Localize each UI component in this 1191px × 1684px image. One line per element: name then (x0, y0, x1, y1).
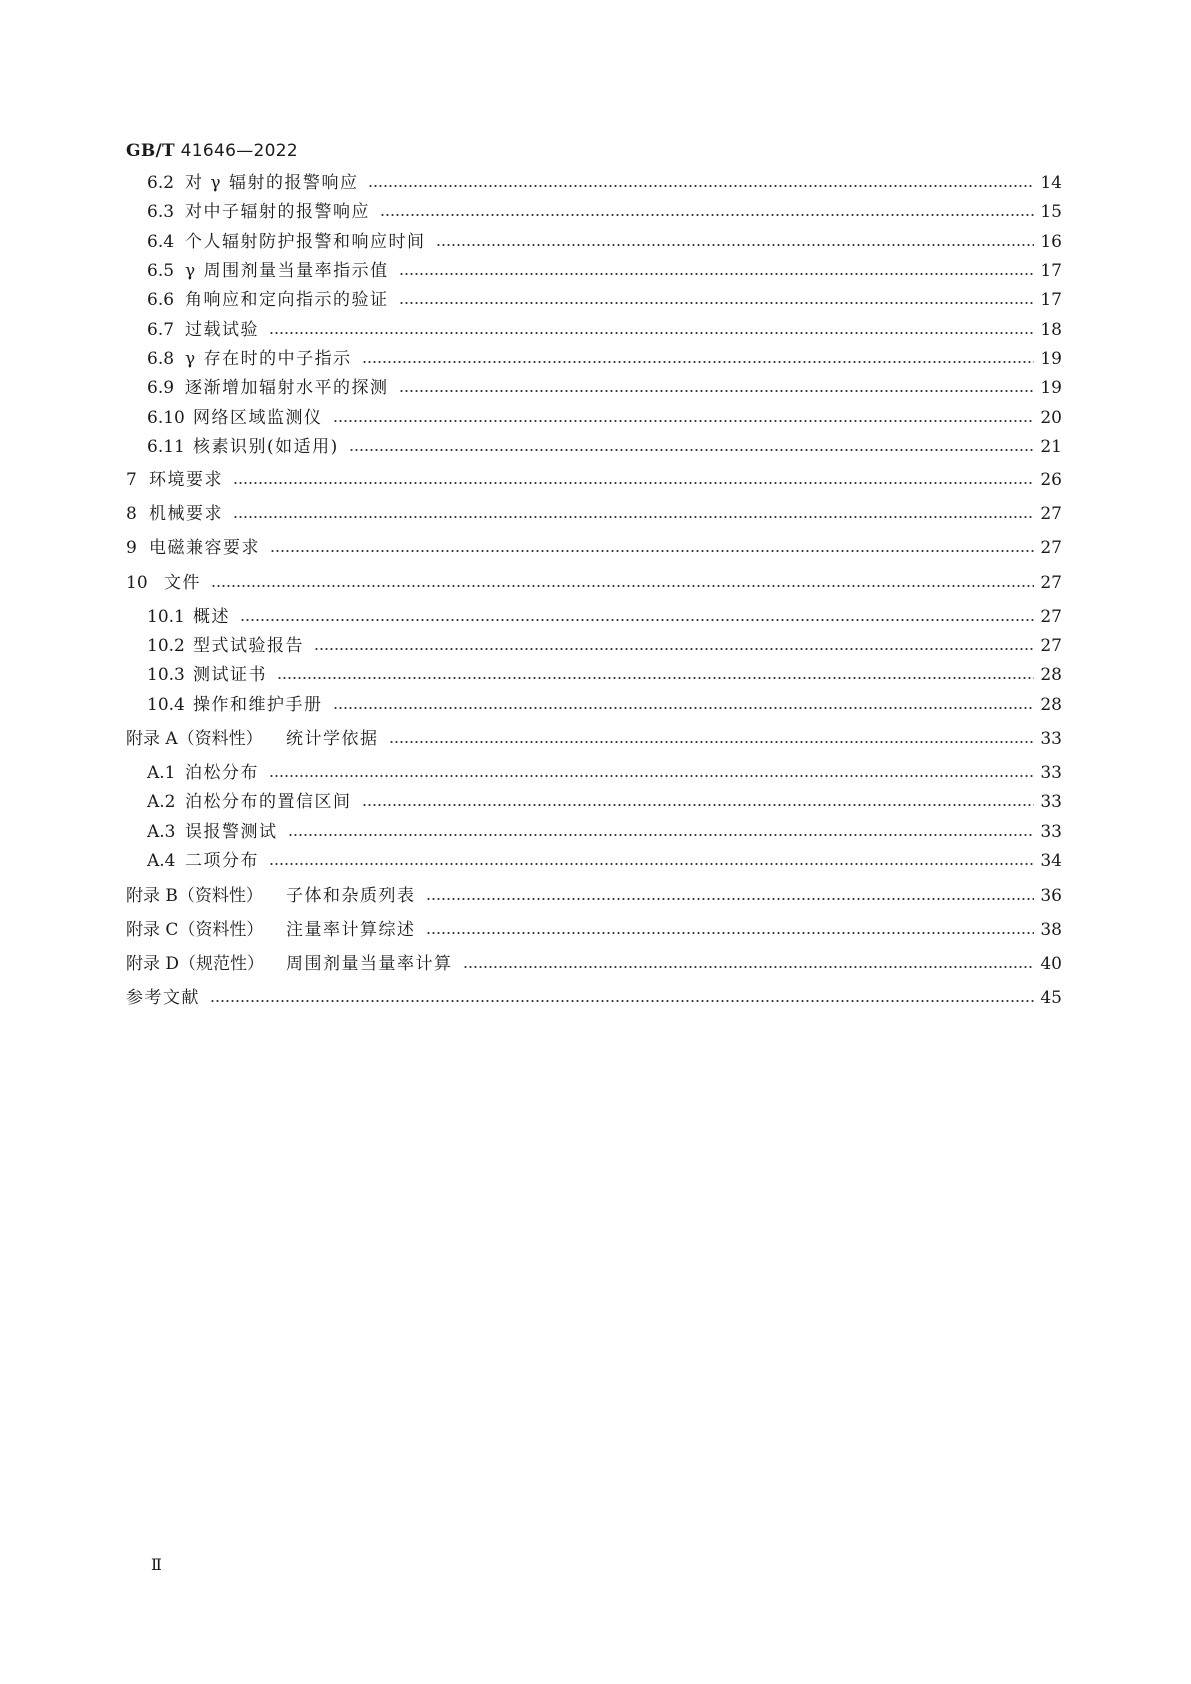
toc-entry-number: 6.8 (147, 349, 175, 369)
toc-entry-number: A.2 (147, 792, 176, 812)
toc-entry-page: 21 (1040, 437, 1062, 457)
toc-entry[interactable] (147, 319, 1062, 341)
dot-leader (333, 707, 1035, 709)
toc-entry-page: 19 (1040, 349, 1062, 369)
toc-entry-page: 27 (1040, 573, 1062, 593)
dot-leader (233, 482, 1034, 484)
toc-entry-title: γ 周围剂量当量率指示值 (185, 261, 389, 281)
toc-entry-title: 角响应和定向指示的验证 (185, 290, 389, 310)
toc-entry[interactable] (147, 762, 1062, 784)
toc-entry-number: 9 (126, 538, 137, 558)
dot-leader (380, 214, 1034, 216)
dot-leader (210, 1000, 1034, 1002)
toc-entry[interactable] (147, 407, 1062, 429)
toc-entry-title: 过载试验 (185, 320, 259, 340)
toc-entry-number: 6.3 (147, 202, 175, 222)
toc-entry[interactable] (147, 260, 1062, 282)
toc-entry-number: A.1 (147, 763, 176, 783)
toc-entry-page: 19 (1040, 378, 1062, 398)
toc-entry[interactable] (147, 289, 1062, 311)
dot-leader (211, 585, 1034, 587)
toc-entry-number: 附录 C（资料性） (126, 920, 264, 940)
toc-entry-title: 机械要求 (149, 504, 223, 524)
toc-entry-title: γ 存在时的中子指示 (185, 349, 352, 369)
toc-entry[interactable] (126, 572, 1062, 594)
toc-entry-title: 对 γ 辐射的报警响应 (185, 173, 359, 193)
toc-entry-page: 36 (1040, 886, 1062, 906)
toc-entry[interactable] (147, 172, 1062, 194)
dot-leader (270, 550, 1034, 552)
toc-entry-page: 15 (1040, 202, 1062, 222)
toc-entry[interactable] (126, 537, 1062, 559)
toc-entry-page: 33 (1040, 792, 1062, 812)
toc-entry[interactable] (147, 850, 1062, 872)
dot-leader (426, 898, 1035, 900)
toc-entry-number: 6.4 (147, 232, 175, 252)
toc-entry-title: 周围剂量当量率计算 (286, 954, 453, 974)
dot-leader (368, 185, 1034, 187)
toc-entry[interactable] (147, 821, 1062, 843)
toc-entry-page: 17 (1040, 261, 1062, 281)
toc-entry-page: 28 (1040, 665, 1062, 685)
toc-entry-number: 6.6 (147, 290, 175, 310)
toc-entry-title: 注量率计算综述 (286, 920, 416, 940)
dot-leader (463, 966, 1035, 968)
toc-entry-number: 10.2 (147, 636, 185, 656)
toc-entry[interactable] (147, 606, 1062, 628)
toc-entry[interactable] (147, 664, 1062, 686)
toc-entry[interactable] (126, 987, 1062, 1009)
dot-leader (314, 648, 1034, 650)
toc-entry-number: 6.9 (147, 378, 175, 398)
toc-entry[interactable] (147, 791, 1062, 813)
dot-leader (233, 516, 1034, 518)
toc-entry-title: 统计学依据 (286, 729, 379, 749)
toc-entry-number: 6.7 (147, 320, 175, 340)
dot-leader (436, 244, 1035, 246)
toc-entry-page: 18 (1040, 320, 1062, 340)
dot-leader (362, 804, 1035, 806)
toc-entry-number: 6.10 (147, 408, 185, 428)
toc-entry-title: 电磁兼容要求 (149, 538, 260, 558)
dot-leader (288, 834, 1035, 836)
toc-entry-number: 10.1 (147, 607, 185, 627)
toc-entry-number: 6.2 (147, 173, 175, 193)
dot-leader (277, 677, 1034, 679)
toc-entry[interactable] (126, 728, 1062, 750)
standard-number: 41646—2022 (180, 141, 299, 161)
toc-entry-page: 33 (1040, 822, 1062, 842)
toc-entry-title: 误报警测试 (185, 822, 278, 842)
dot-leader (269, 863, 1034, 865)
toc-entry-number: 附录 D（规范性） (126, 954, 265, 974)
toc-entry-page: 26 (1040, 470, 1062, 490)
toc-entry-number: 附录 B（资料性） (126, 886, 263, 906)
toc-entry-page: 14 (1040, 173, 1062, 193)
toc-entry-page: 16 (1040, 232, 1062, 252)
toc-entry-number: 7 (126, 470, 137, 490)
dot-leader (240, 619, 1034, 621)
toc-entry[interactable] (147, 231, 1062, 253)
toc-entry-title: 环境要求 (149, 470, 223, 490)
toc-entry-number: 10.4 (147, 695, 185, 715)
standard-code: GB/T (126, 141, 175, 161)
toc-entry-number: 10 (126, 573, 148, 593)
dot-leader (399, 273, 1034, 275)
toc-entry-number: 10.3 (147, 665, 185, 685)
toc-entry-number: 8 (126, 504, 137, 524)
toc-entry-title: 逐渐增加辐射水平的探测 (185, 378, 389, 398)
toc-entry-title: 参考文献 (126, 988, 200, 1008)
page-number-mark: Ⅱ (151, 1555, 162, 1574)
dot-leader (269, 332, 1034, 334)
toc-entry-title: 测试证书 (193, 665, 267, 685)
toc-entry[interactable] (147, 436, 1062, 458)
toc-entry-number: A.4 (147, 851, 176, 871)
dot-leader (269, 775, 1034, 777)
toc-entry-title: 文件 (164, 573, 201, 593)
toc-entry-page: 45 (1040, 988, 1062, 1008)
dot-leader (399, 302, 1035, 304)
toc-entry[interactable] (126, 469, 1062, 491)
dot-leader (333, 420, 1035, 422)
toc-entry-title: 泊松分布 (185, 763, 259, 783)
toc-entry-title: 操作和维护手册 (193, 695, 323, 715)
toc-entry-page: 28 (1040, 695, 1062, 715)
toc-entry-title: 个人辐射防护报警和响应时间 (185, 232, 426, 252)
toc-entry[interactable] (147, 377, 1062, 399)
toc-entry-number: 6.11 (147, 437, 185, 457)
toc-entry-number: 附录 A（资料性） (126, 729, 263, 749)
toc-entry-page: 27 (1040, 504, 1062, 524)
toc-entry-title: 对中子辐射的报警响应 (185, 202, 370, 222)
toc-entry-title: 网络区域监测仪 (193, 408, 323, 428)
toc-entry-title: 子体和杂质列表 (286, 886, 416, 906)
toc-entry[interactable] (147, 694, 1062, 716)
toc-entry[interactable] (126, 885, 1062, 907)
toc-entry[interactable] (126, 503, 1062, 525)
dot-leader (426, 932, 1035, 934)
toc-entry-title: 型式试验报告 (193, 636, 304, 656)
dot-leader (362, 361, 1034, 363)
toc-entry-page: 33 (1040, 729, 1062, 749)
dot-leader (349, 449, 1034, 451)
toc-entry-title: 二项分布 (185, 851, 259, 871)
dot-leader (389, 741, 1035, 743)
toc-entry-page: 27 (1040, 538, 1062, 558)
toc-entry-number: A.3 (147, 822, 176, 842)
toc-entry-page: 38 (1040, 920, 1062, 940)
toc-entry-page: 34 (1040, 851, 1062, 871)
dot-leader (399, 390, 1035, 392)
toc-entry-page: 40 (1040, 954, 1062, 974)
toc-entry-title: 泊松分布的置信区间 (185, 792, 352, 812)
toc-entry[interactable] (147, 635, 1062, 657)
toc-entry-number: 6.5 (147, 261, 175, 281)
toc-entry[interactable] (147, 348, 1062, 370)
toc-entry-page: 33 (1040, 763, 1062, 783)
toc-entry-page: 27 (1040, 607, 1062, 627)
toc-entry-title: 概述 (193, 607, 230, 627)
toc-entry[interactable] (126, 919, 1062, 941)
toc-entry-page: 17 (1040, 290, 1062, 310)
toc-entry-page: 27 (1040, 636, 1062, 656)
toc-entry[interactable] (126, 953, 1062, 975)
toc-entry-title: 核素识别(如适用) (193, 437, 339, 457)
toc-entry-page: 20 (1040, 408, 1062, 428)
toc-entry[interactable] (147, 201, 1062, 223)
